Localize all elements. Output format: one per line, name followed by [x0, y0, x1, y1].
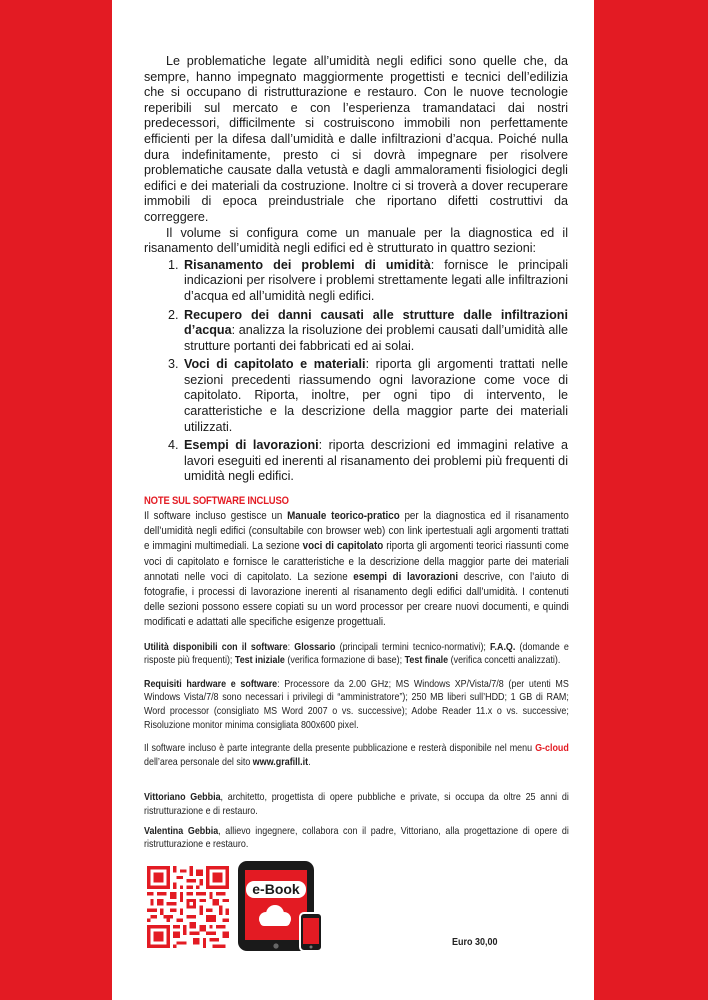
list-item [182, 308, 568, 355]
author-name: Vittoriano Gebbia [144, 792, 221, 804]
utility-paragraph [144, 641, 569, 668]
gcloud-menu-label: G-cloud [535, 743, 569, 755]
text-run: : Processore da 2.00 GHz; MS Windows XP/Vista/7/8 (per utenti MS Windows Vista/7/8 sono necessari i privilegi di “amministratore”); 250 MB liberi sull’HDD; 1 GB di RAM; Word processor (consigliato MS Word 2007 o vs. successive); Adobe Reader 11.x o vs. successive; Risoluzione monitor minima consigliata 800x600 pixel. [144, 678, 569, 731]
author-vittoriano [144, 791, 569, 818]
author-valentina [144, 825, 569, 852]
qr-code-icon[interactable] [147, 866, 229, 948]
text-run: per la diagnostica ed il risanamento dell’umidità negli edifici (consultabile con browser web) con link ipertestuali agli argomenti trattati e immagini multimediali. La sezione [144, 510, 569, 553]
text-bold: esempi di lavorazioni [353, 570, 459, 583]
text-run: . [308, 756, 311, 768]
text-bold: Test finale [404, 655, 449, 667]
section-title: Risanamento dei problemi di umidità [184, 257, 431, 272]
section-title: Esempi di lavorazioni [184, 438, 319, 453]
ebook-label: e-Book [252, 881, 300, 897]
intro-paragraph-1: Le problematiche legate all’umidità negli edifici sono quelle che, da sempre, hanno impegnato maggiormente progettisti e tecnici dell’edilizia che si occupano di ristrutturazione e restauro. Con le nuove tecnologie reperibili sul mercato e con l’esperienza tramandataci dai nostri predecessori, difficilmente si costruiscono immobili non perfettamente efficienti per la difesa dall’umidità e dalle infiltrazioni d’acqua. Poiché nulla dura indefinitamente, presto ci si dovrà impegnare per risolvere problematiche causate dalla vetustà e dagli ammaloramenti fisiologici degli edifici e dei materiali da costruzione. Inoltre ci si troverà a dover recuperare immobili di epoca preindustriale che riportano difetti costruttivi da correggere. [144, 54, 568, 224]
section-text: : analizza la risoluzione dei problemi causati dall’umidità alle strutture portanti dei fabbricati ed ai solai. [184, 323, 568, 353]
text-run: (verifica concetti analizzati). [448, 655, 561, 667]
sections-list [144, 258, 568, 485]
content [144, 54, 568, 852]
text-run: Il software incluso è parte integrante della presente pubblicazione e resterà disponibile nel menu [144, 743, 536, 755]
site-link[interactable]: www.grafill.it [252, 756, 309, 768]
section-text: : fornisce le principali indicazioni per risolvere i problemi strettamente legati alle infiltrazioni d’acqua ed all’umidità negli edifici. [184, 257, 569, 303]
requirements-label: Requisiti hardware e software [144, 678, 278, 690]
text-run: (domande e risposte più frequenti); [144, 641, 569, 667]
gcloud-paragraph [144, 742, 569, 769]
text-run: (verifica formazione di base); [284, 655, 405, 667]
text-bold: Manuale teorico-pratico [287, 510, 400, 523]
section-title: Voci di capitolato e materiali [184, 357, 366, 372]
section-title: Recupero dei danni causati alle strutture dalle infiltrazioni d’acqua [184, 307, 568, 338]
text-bold: F.A.Q. [490, 641, 516, 653]
list-item [182, 258, 568, 305]
text-run: Il software incluso gestisce un [144, 510, 288, 523]
text-run: (principali termini tecnico-normativi); [335, 641, 491, 653]
price: Euro 30,00 [452, 937, 498, 948]
list-item [182, 357, 568, 435]
section-text: : riporta descrizioni ed immagini relative a lavori eseguiti ed inerenti al risanamento dei problemi più frequenti di umidità negli edifici. [184, 438, 568, 484]
list-item [182, 438, 568, 485]
text-run: descrive, con l’aiuto di fotografie, i processi di lavorazione inerenti al risanamento degli edifici dall’umidità. I contenuti delle sezioni possono essere copiati su un word processor per creare nuovi documenti, e quindi modificati e adattati alle specifiche esigenze progettuali. [144, 570, 569, 629]
text-bold: voci di capitolato [302, 540, 384, 553]
author-name: Valentina Gebbia [144, 825, 219, 837]
software-paragraph [144, 509, 569, 631]
section-text: : riporta gli argomenti trattati nelle sezioni precedenti riassumendo ogni lavorazione come voce di capitolato. Riporta, inoltre, per ogni tipo di intervento, le caratteristiche e la descrizione della maggior parte dei materiali utilizzati. [184, 357, 568, 434]
text-run: dell’area personale del sito [144, 756, 253, 768]
text-run: : [287, 641, 295, 653]
ebook-tablet-icon[interactable] [236, 859, 328, 957]
utility-label: Utilità disponibili con il software [144, 641, 288, 653]
author-bio: , allievo ingegnere, collabora con il padre, Vittoriano, alla progettazione di opere di ristrutturazione e restauro. [144, 825, 569, 851]
phone-icon [300, 913, 322, 951]
text-bold: Test iniziale [234, 655, 285, 667]
author-bio: , architetto, progettista di opere pubbliche e private, si occupa da oltre 25 anni di ristrutturazione e di restauro. [144, 792, 569, 817]
software-heading: NOTE SUL SOFTWARE INCLUSO [144, 495, 289, 508]
intro-paragraph-2: Il volume si configura come un manuale per la diagnostica ed il risanamento dell’umidità negli edifici ed è strutturato in quattro sezioni: [144, 225, 568, 256]
requirements-paragraph [144, 678, 569, 732]
text-bold: Glossario [294, 641, 336, 653]
text-run: riporta gli argomenti teorici riassunti come voci di capitolato e fornisce le caratteristiche e la descrizione della maggior parte dei materiali annotati nelle voci di capitolato. La sezione [144, 540, 569, 583]
